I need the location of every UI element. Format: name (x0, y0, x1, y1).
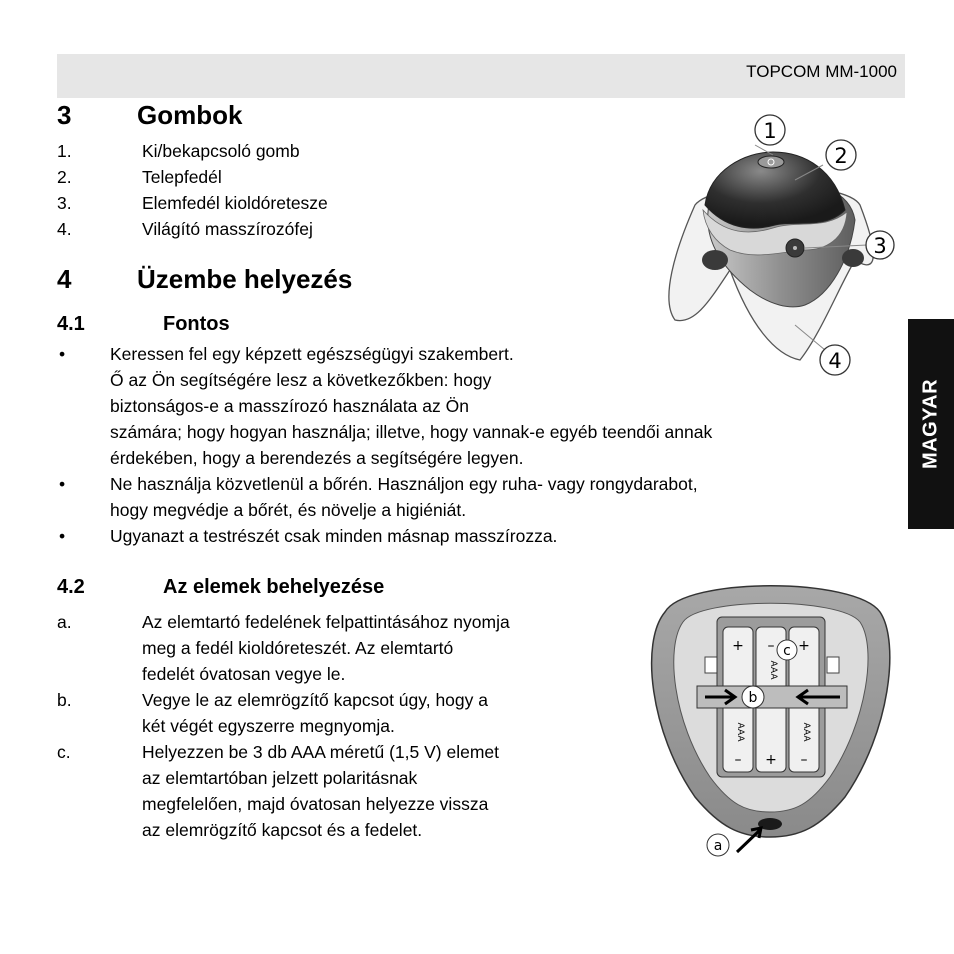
paragraph-line: Ne használja közvetlenül a bőrén. Használjon egy ruha- vagy rongydarabot, (110, 474, 698, 494)
bullet: • (59, 526, 66, 546)
battery-3-plus: + (798, 638, 810, 654)
power-button-icon (758, 156, 784, 168)
battery-2-plus: + (765, 752, 777, 768)
step-line: meg a fedél kioldóreteszét. Az elemtartó (142, 638, 454, 658)
section42-number: 4.2 (57, 576, 85, 598)
callout-3-label: 3 (873, 234, 887, 258)
step-line: az elemtartóban jelzett polaritásnak (142, 768, 418, 788)
paragraph-line: Ő az Ön segítségére lesz a következőkben: hogy (110, 370, 492, 390)
section3-title: Gombok (137, 100, 243, 130)
battery-1-minus: – (734, 752, 742, 768)
step-line: Helyezzen be 3 db AAA méretű (1,5 V) elemet (142, 742, 499, 762)
battery-2-label: AAA (768, 660, 778, 680)
paragraph-line: hogy megvédje a bőrét, és növelje a higiéniát. (110, 500, 467, 520)
section4-title: Üzembe helyezés (137, 264, 353, 294)
section41-number: 4.1 (57, 313, 85, 335)
button-list-num: 2. (57, 167, 72, 187)
step-line: az elemrögzítő kapcsot és a fedelet. (142, 820, 423, 840)
step-line: Az elemtartó fedelének felpattintásához nyomja (142, 612, 510, 632)
paragraph-line: érdekében, hogy a berendezés a segítségére legyen. (110, 448, 524, 468)
header-bar (57, 54, 905, 98)
step-letter: a. (57, 612, 72, 632)
callout-b-label: b (748, 690, 758, 706)
callout-4-icon (820, 345, 850, 375)
button-list-item: Ki/bekapcsoló gomb (142, 141, 300, 161)
callout-a-label: a (713, 838, 723, 854)
battery-3-minus: – (800, 752, 808, 768)
section41-title: Fontos (163, 313, 230, 335)
callout-1-label: 1 (763, 119, 777, 143)
callout-b-icon (742, 686, 764, 708)
button-list-item: Elemfedél kioldóretesze (142, 193, 328, 213)
step-letter: c. (57, 742, 71, 762)
callout-2-label: 2 (834, 144, 848, 168)
button-list-item: Telepfedél (142, 167, 222, 187)
header-title: TOPCOM MM-1000 (746, 62, 897, 81)
paragraph-line: Ugyanazt a testrészét csak minden másnap masszírozza. (110, 526, 558, 546)
callout-4-label: 4 (828, 349, 842, 373)
paragraph-line: biztonságos-e a masszírozó használata az Ön (110, 396, 469, 416)
step-letter: b. (57, 690, 72, 710)
callout-1-icon (755, 115, 785, 145)
battery-3-label: AAA (801, 722, 811, 742)
step-line: fedelét óvatosan vegye le. (142, 664, 346, 684)
button-list-num: 3. (57, 193, 72, 213)
language-tab-label: MAGYAR (919, 378, 942, 470)
bullet: • (59, 344, 66, 364)
battery-1-plus: + (732, 638, 744, 654)
callout-c-label: c (783, 643, 791, 659)
paragraph-line: számára; hogy hogyan használja; illetve, hogy vannak-e egyéb teendői annak (110, 422, 713, 442)
massager-device-illustration (655, 110, 895, 385)
language-tab (908, 319, 954, 529)
section42-title: Az elemek behelyezése (163, 576, 385, 598)
button-list-num: 4. (57, 219, 72, 239)
callout-a-icon (707, 834, 729, 856)
callout-c-icon (777, 640, 797, 660)
battery-compartment-illustration (635, 572, 905, 862)
callout-2-icon (826, 140, 856, 170)
section3-number: 3 (57, 100, 72, 130)
paragraph-line: Keressen fel egy képzett egészségügyi szakembert. (110, 344, 514, 364)
bullet: • (59, 474, 66, 494)
callout-3-icon (866, 231, 894, 259)
battery-1-label: AAA (735, 722, 745, 742)
section4-number: 4 (57, 264, 72, 294)
step-line: Vegye le az elemrögzítő kapcsot úgy, hogy a (142, 690, 488, 710)
button-list-num: 1. (57, 141, 72, 161)
step-line: megfelelően, majd óvatosan helyezze vissza (142, 794, 489, 814)
button-list-item: Világító masszírozófej (142, 219, 313, 239)
step-line: két végét egyszerre megnyomja. (142, 716, 395, 736)
battery-2-minus: – (767, 638, 775, 654)
